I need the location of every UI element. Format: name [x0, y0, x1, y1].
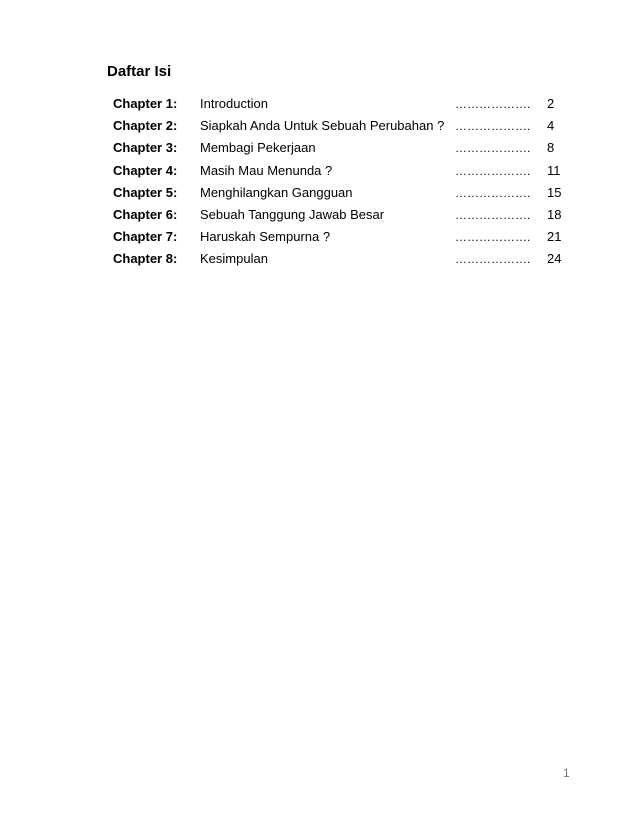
toc-page-number: 15 [547, 184, 562, 200]
toc-chapter-label: Chapter 5: [113, 184, 178, 200]
toc-chapter-label: Chapter 3: [113, 140, 178, 156]
toc-page-number: 24 [547, 251, 562, 267]
toc-chapter-label: Chapter 4: [113, 162, 178, 178]
toc-chapter-name: Masih Mau Menunda ? [200, 162, 333, 178]
toc-page-number: 2 [547, 96, 555, 111]
toc-chapter-name: Introduction [200, 96, 268, 111]
toc-chapter-label: Chapter 1: [113, 96, 178, 111]
toc-page-number: 11 [547, 162, 561, 178]
toc-entry-1 [113, 96, 583, 118]
footer-page-number: 1 [563, 766, 570, 780]
toc-entry-7 [113, 229, 583, 251]
table-of-contents [113, 96, 583, 274]
toc-page-number: 8 [547, 140, 555, 156]
toc-chapter-label: Chapter 8: [113, 251, 178, 267]
toc-entry-6 [113, 207, 583, 229]
toc-chapter-label: Chapter 2: [113, 118, 178, 134]
toc-page-number: 21 [547, 229, 562, 245]
toc-page-number: 4 [547, 118, 555, 134]
toc-dot-leader: ………………. [455, 185, 531, 200]
toc-page-number: 18 [547, 206, 562, 222]
toc-chapter-name: Membagi Pekerjaan [200, 140, 316, 156]
toc-chapter-name: Siapkah Anda Untuk Sebuah Perubahan ? [200, 118, 445, 134]
toc-entry-2 [113, 118, 583, 140]
toc-title: Daftar Isi [107, 63, 172, 80]
toc-entry-3 [113, 140, 583, 162]
toc-chapter-name: Sebuah Tanggung Jawab Besar [200, 206, 385, 222]
toc-dot-leader: ………………. [455, 230, 531, 245]
toc-dot-leader: ………………. [455, 97, 531, 111]
toc-dot-leader: ………………. [455, 141, 531, 156]
toc-entry-8 [113, 251, 583, 273]
toc-chapter-name: Menghilangkan Gangguan [200, 184, 353, 200]
toc-chapter-label: Chapter 7: [113, 229, 178, 245]
toc-chapter-name: Kesimpulan [200, 251, 268, 267]
toc-dot-leader: ………………. [455, 163, 531, 178]
toc-dot-leader: ………………. [455, 207, 531, 222]
toc-dot-leader: ………………. [455, 252, 531, 267]
toc-entry-5 [113, 185, 583, 207]
toc-chapter-name: Haruskah Sempurna ? [200, 229, 331, 245]
toc-chapter-label: Chapter 6: [113, 206, 178, 222]
toc-entry-4 [113, 163, 583, 185]
toc-dot-leader: ………………. [455, 119, 531, 134]
